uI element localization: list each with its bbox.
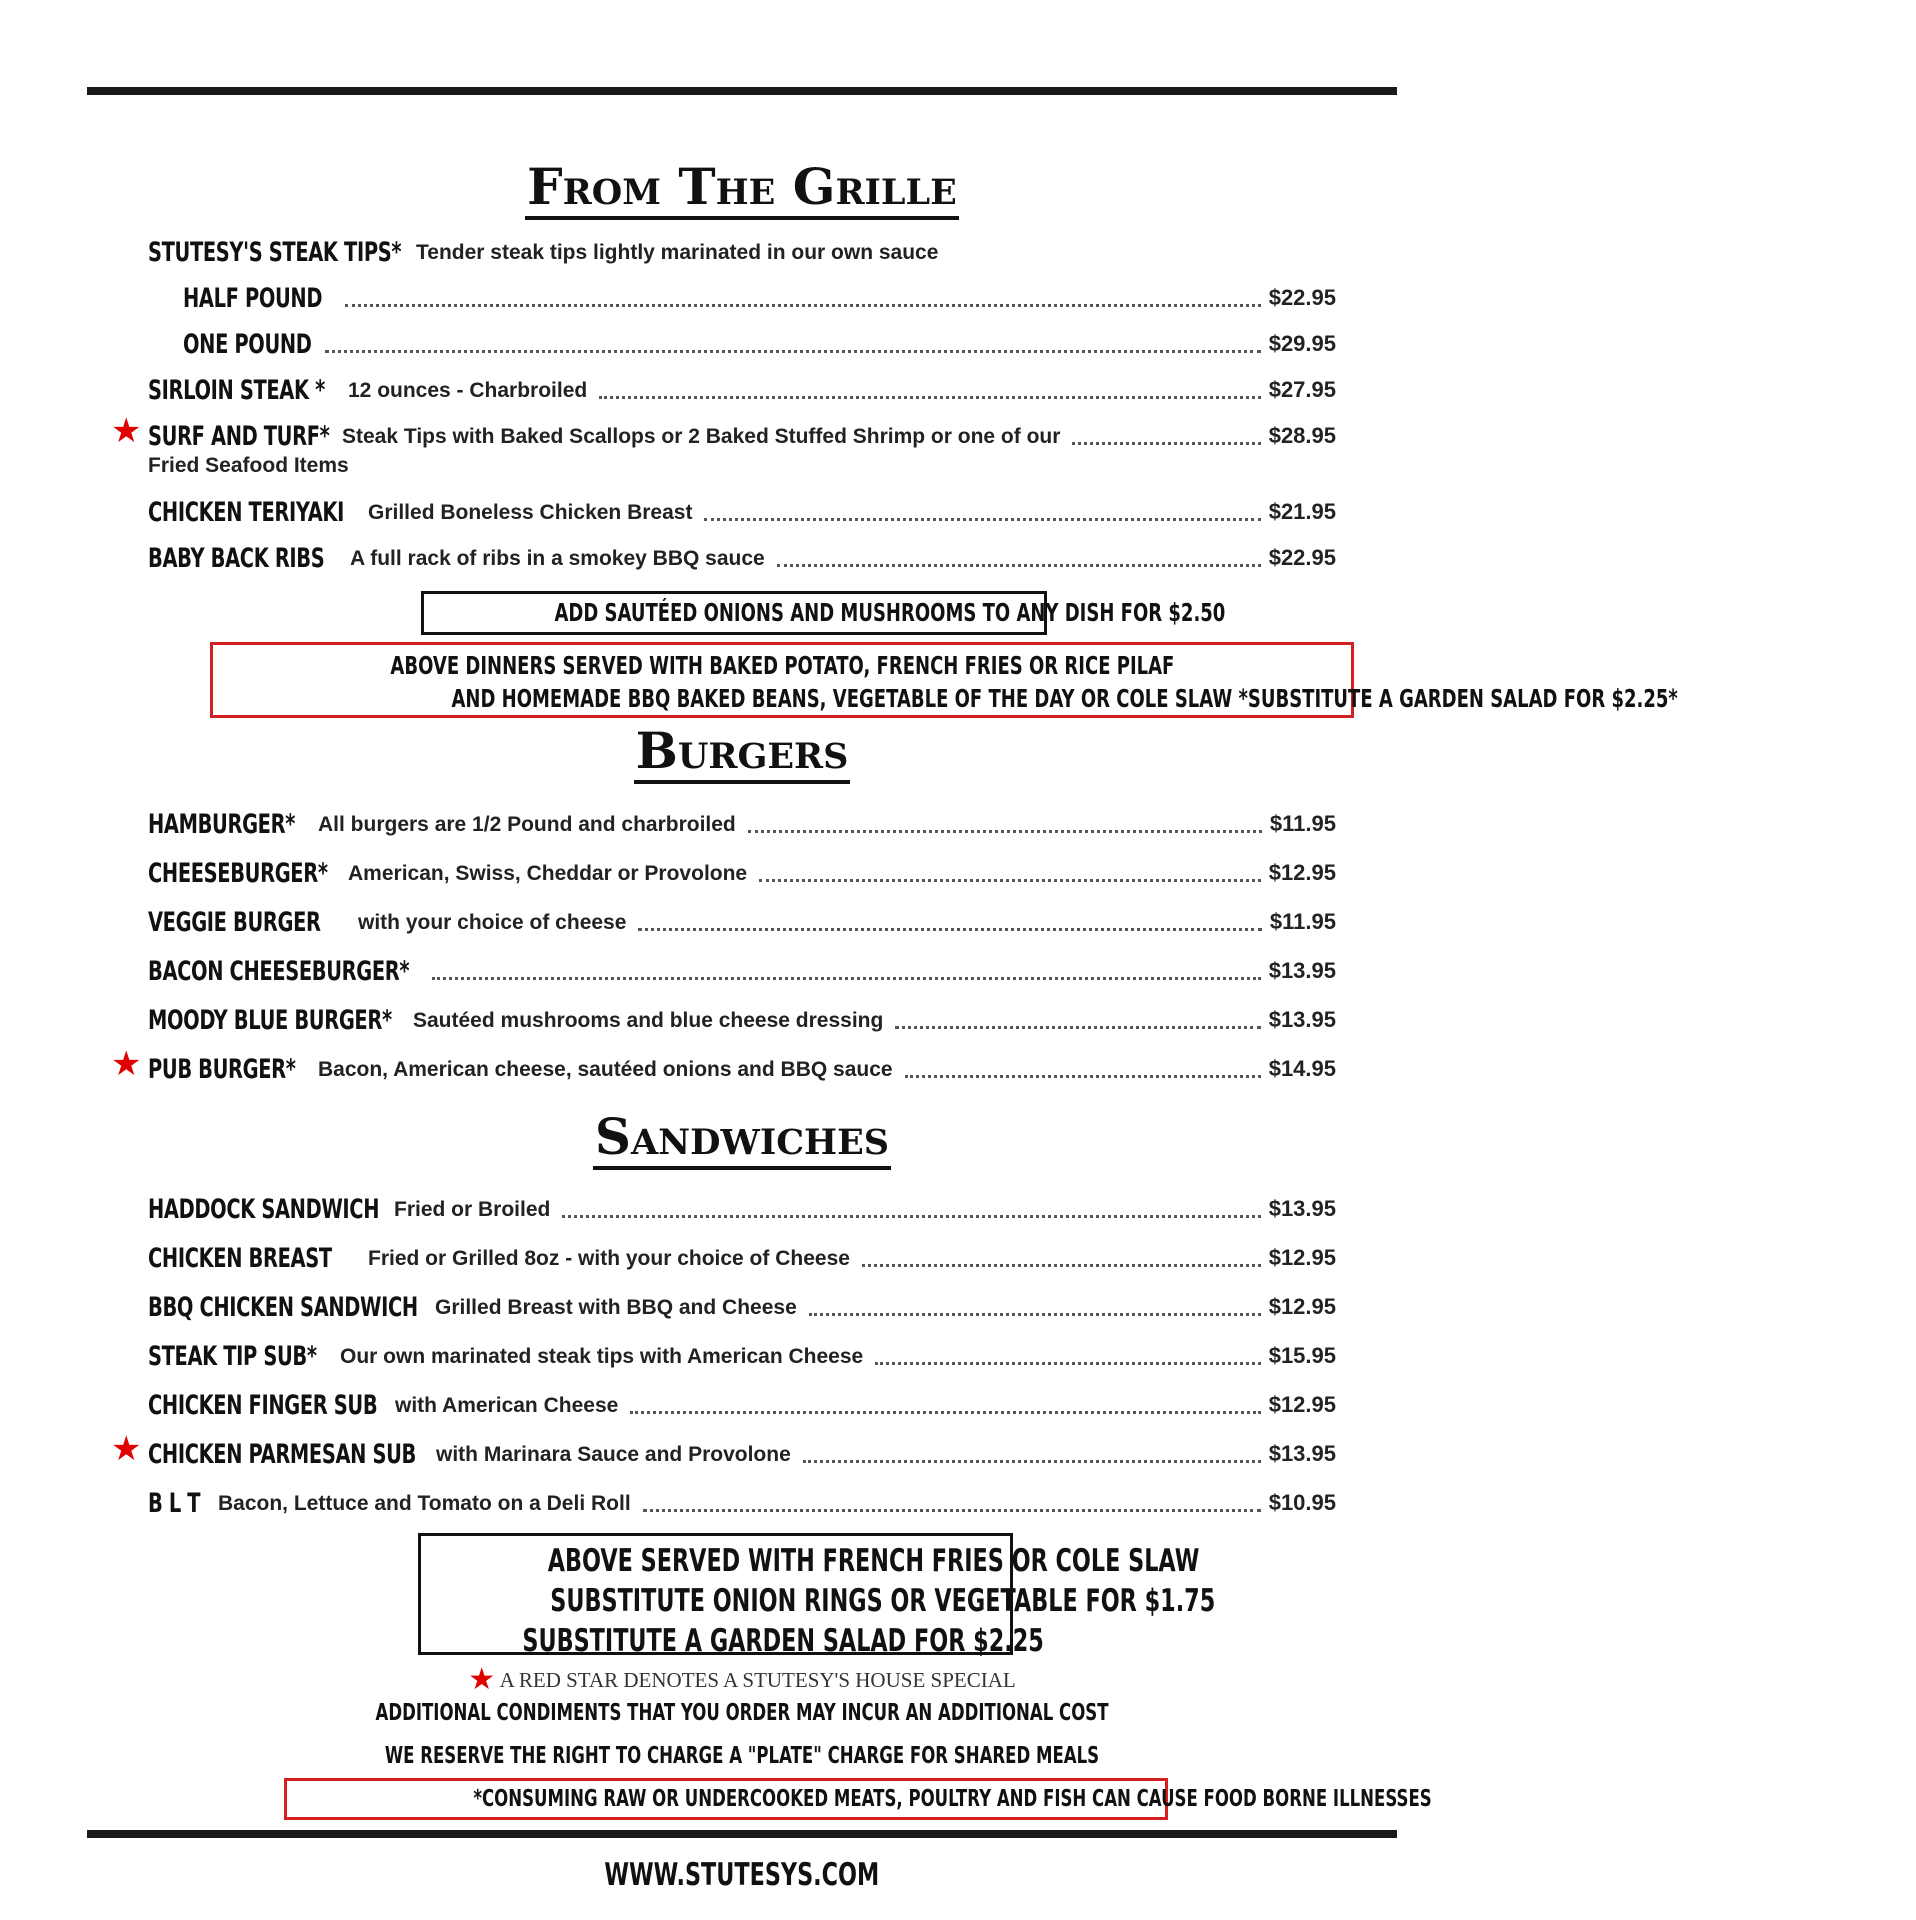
leader-dots [345, 303, 1261, 307]
leader-dots [759, 878, 1261, 882]
menu-item: STEAK TIP SUB* Our own marinated steak tips with American Cheese $15.95 [148, 1341, 1336, 1372]
house-special-star-icon: ★ [468, 1663, 496, 1696]
leader-dots [432, 976, 1261, 980]
menu-item-description-continued: Fried Seafood Items [148, 454, 349, 477]
menu-item: HADDOCK SANDWICH Fried or Broiled $13.95 [148, 1194, 1336, 1225]
leader-dots [643, 1508, 1261, 1512]
leader-dots [599, 395, 1260, 399]
house-special-star-icon: ★ [111, 412, 142, 450]
house-special-star-icon: ★ [111, 1045, 142, 1083]
top-rule [87, 87, 1397, 95]
leader-dots [638, 927, 1262, 931]
menu-item: CHICKEN FINGER SUB with American Cheese $12.95 [148, 1390, 1336, 1421]
food-safety-warning-box: *CONSUMING RAW OR UNDERCOOKED MEATS, POULTRY AND FISH CAN CAUSE FOOD BORNE ILLNESSES [284, 1778, 1168, 1820]
leader-dots [862, 1263, 1261, 1267]
leader-dots [875, 1361, 1260, 1365]
menu-item: CHEESEBURGER* American, Swiss, Cheddar or Provolone $12.95 [148, 858, 1336, 889]
leader-dots [803, 1459, 1261, 1463]
leader-dots [704, 517, 1260, 521]
leader-dots [630, 1410, 1260, 1414]
menu-item: SIRLOIN STEAK * 12 ounces - Charbroiled $27.95 [148, 375, 1336, 406]
menu-item: CHICKEN BREAST Fried or Grilled 8oz - with your choice of Cheese $12.95 [148, 1243, 1336, 1274]
menu-item: VEGGIE BURGER with your choice of cheese $11.95 [148, 907, 1336, 938]
menu-item: SURF AND TURF* Steak Tips with Baked Scallops or 2 Baked Stuffed Shrimp or one of our $28.95 [148, 421, 1336, 452]
menu-item: PUB BURGER* Bacon, American cheese, sautéed onions and BBQ sauce $14.95 [148, 1054, 1336, 1085]
menu-item: BBQ CHICKEN SANDWICH Grilled Breast with BBQ and Cheese $12.95 [148, 1292, 1336, 1323]
dinner-sides-note-box: ABOVE DINNERS SERVED WITH BAKED POTATO, FRENCH FRIES OR RICE PILAF AND HOMEMADE BBQ BAKED BEANS, VEGETABLE OF THE DAY OR COLE SLAW *SUBSTITUTE A GARDEN SALAD FOR $2.25* [210, 642, 1354, 718]
menu-item: ONE POUND $29.95 [183, 329, 1336, 360]
sandwich-sides-note-box: ABOVE SERVED WITH FRENCH FRIES OR COLE SLAW SUBSTITUTE ONION RINGS OR VEGETABLE FOR $1.75 SUBSTITUTE A GARDEN SALAD FOR $2.25 [418, 1533, 1013, 1655]
plate-charge-note: WE RESERVE THE RIGHT TO CHARGE A "PLATE" CHARGE FOR SHARED MEALS [384, 1743, 1100, 1769]
menu-item: B L T Bacon, Lettuce and Tomato on a Deli Roll $10.95 [148, 1488, 1336, 1519]
leader-dots [748, 829, 1262, 833]
section-title-grille: From The Grille [0, 162, 1484, 220]
leader-dots [905, 1074, 1261, 1078]
website-link[interactable]: WWW.STUTESYS.COM [604, 1857, 880, 1893]
condiments-note: ADDITIONAL CONDIMENTS THAT YOU ORDER MAY INCUR AN ADDITIONAL COST [375, 1700, 1109, 1726]
section-title-burgers: Burgers [0, 726, 1484, 784]
menu-item: STUTESY'S STEAK TIPS* Tender steak tips lightly marinated in our own sauce [148, 237, 939, 268]
leader-dots [777, 563, 1261, 567]
menu-item: MOODY BLUE BURGER* Sautéed mushrooms and blue cheese dressing $13.95 [148, 1005, 1336, 1036]
addon-note-box: ADD SAUTÉED ONIONS AND MUSHROOMS TO ANY DISH FOR $2.50 [421, 591, 1047, 635]
menu-item: CHICKEN PARMESAN SUB with Marinara Sauce and Provolone $13.95 [148, 1439, 1336, 1470]
leader-dots [809, 1312, 1261, 1316]
bottom-rule [87, 1830, 1397, 1838]
menu-item: HAMBURGER* All burgers are 1/2 Pound and charbroiled $11.95 [148, 809, 1336, 840]
star-legend-text: A RED STAR DENOTES A STUTESY'S HOUSE SPECIAL [499, 1668, 1016, 1692]
menu-item: CHICKEN TERIYAKI Grilled Boneless Chicken Breast $21.95 [148, 497, 1336, 528]
menu-item: BABY BACK RIBS A full rack of ribs in a smokey BBQ sauce $22.95 [148, 543, 1336, 574]
menu-item: BACON CHEESEBURGER* $13.95 [148, 956, 1336, 987]
leader-dots [895, 1025, 1260, 1029]
leader-dots [1072, 441, 1260, 445]
house-special-star-icon: ★ [111, 1430, 142, 1468]
menu-item: HALF POUND $22.95 [183, 283, 1336, 314]
leader-dots [562, 1214, 1260, 1218]
section-title-sandwiches: Sandwiches [0, 1112, 1484, 1170]
star-legend [0, 1662, 1484, 1697]
leader-dots [325, 349, 1261, 353]
